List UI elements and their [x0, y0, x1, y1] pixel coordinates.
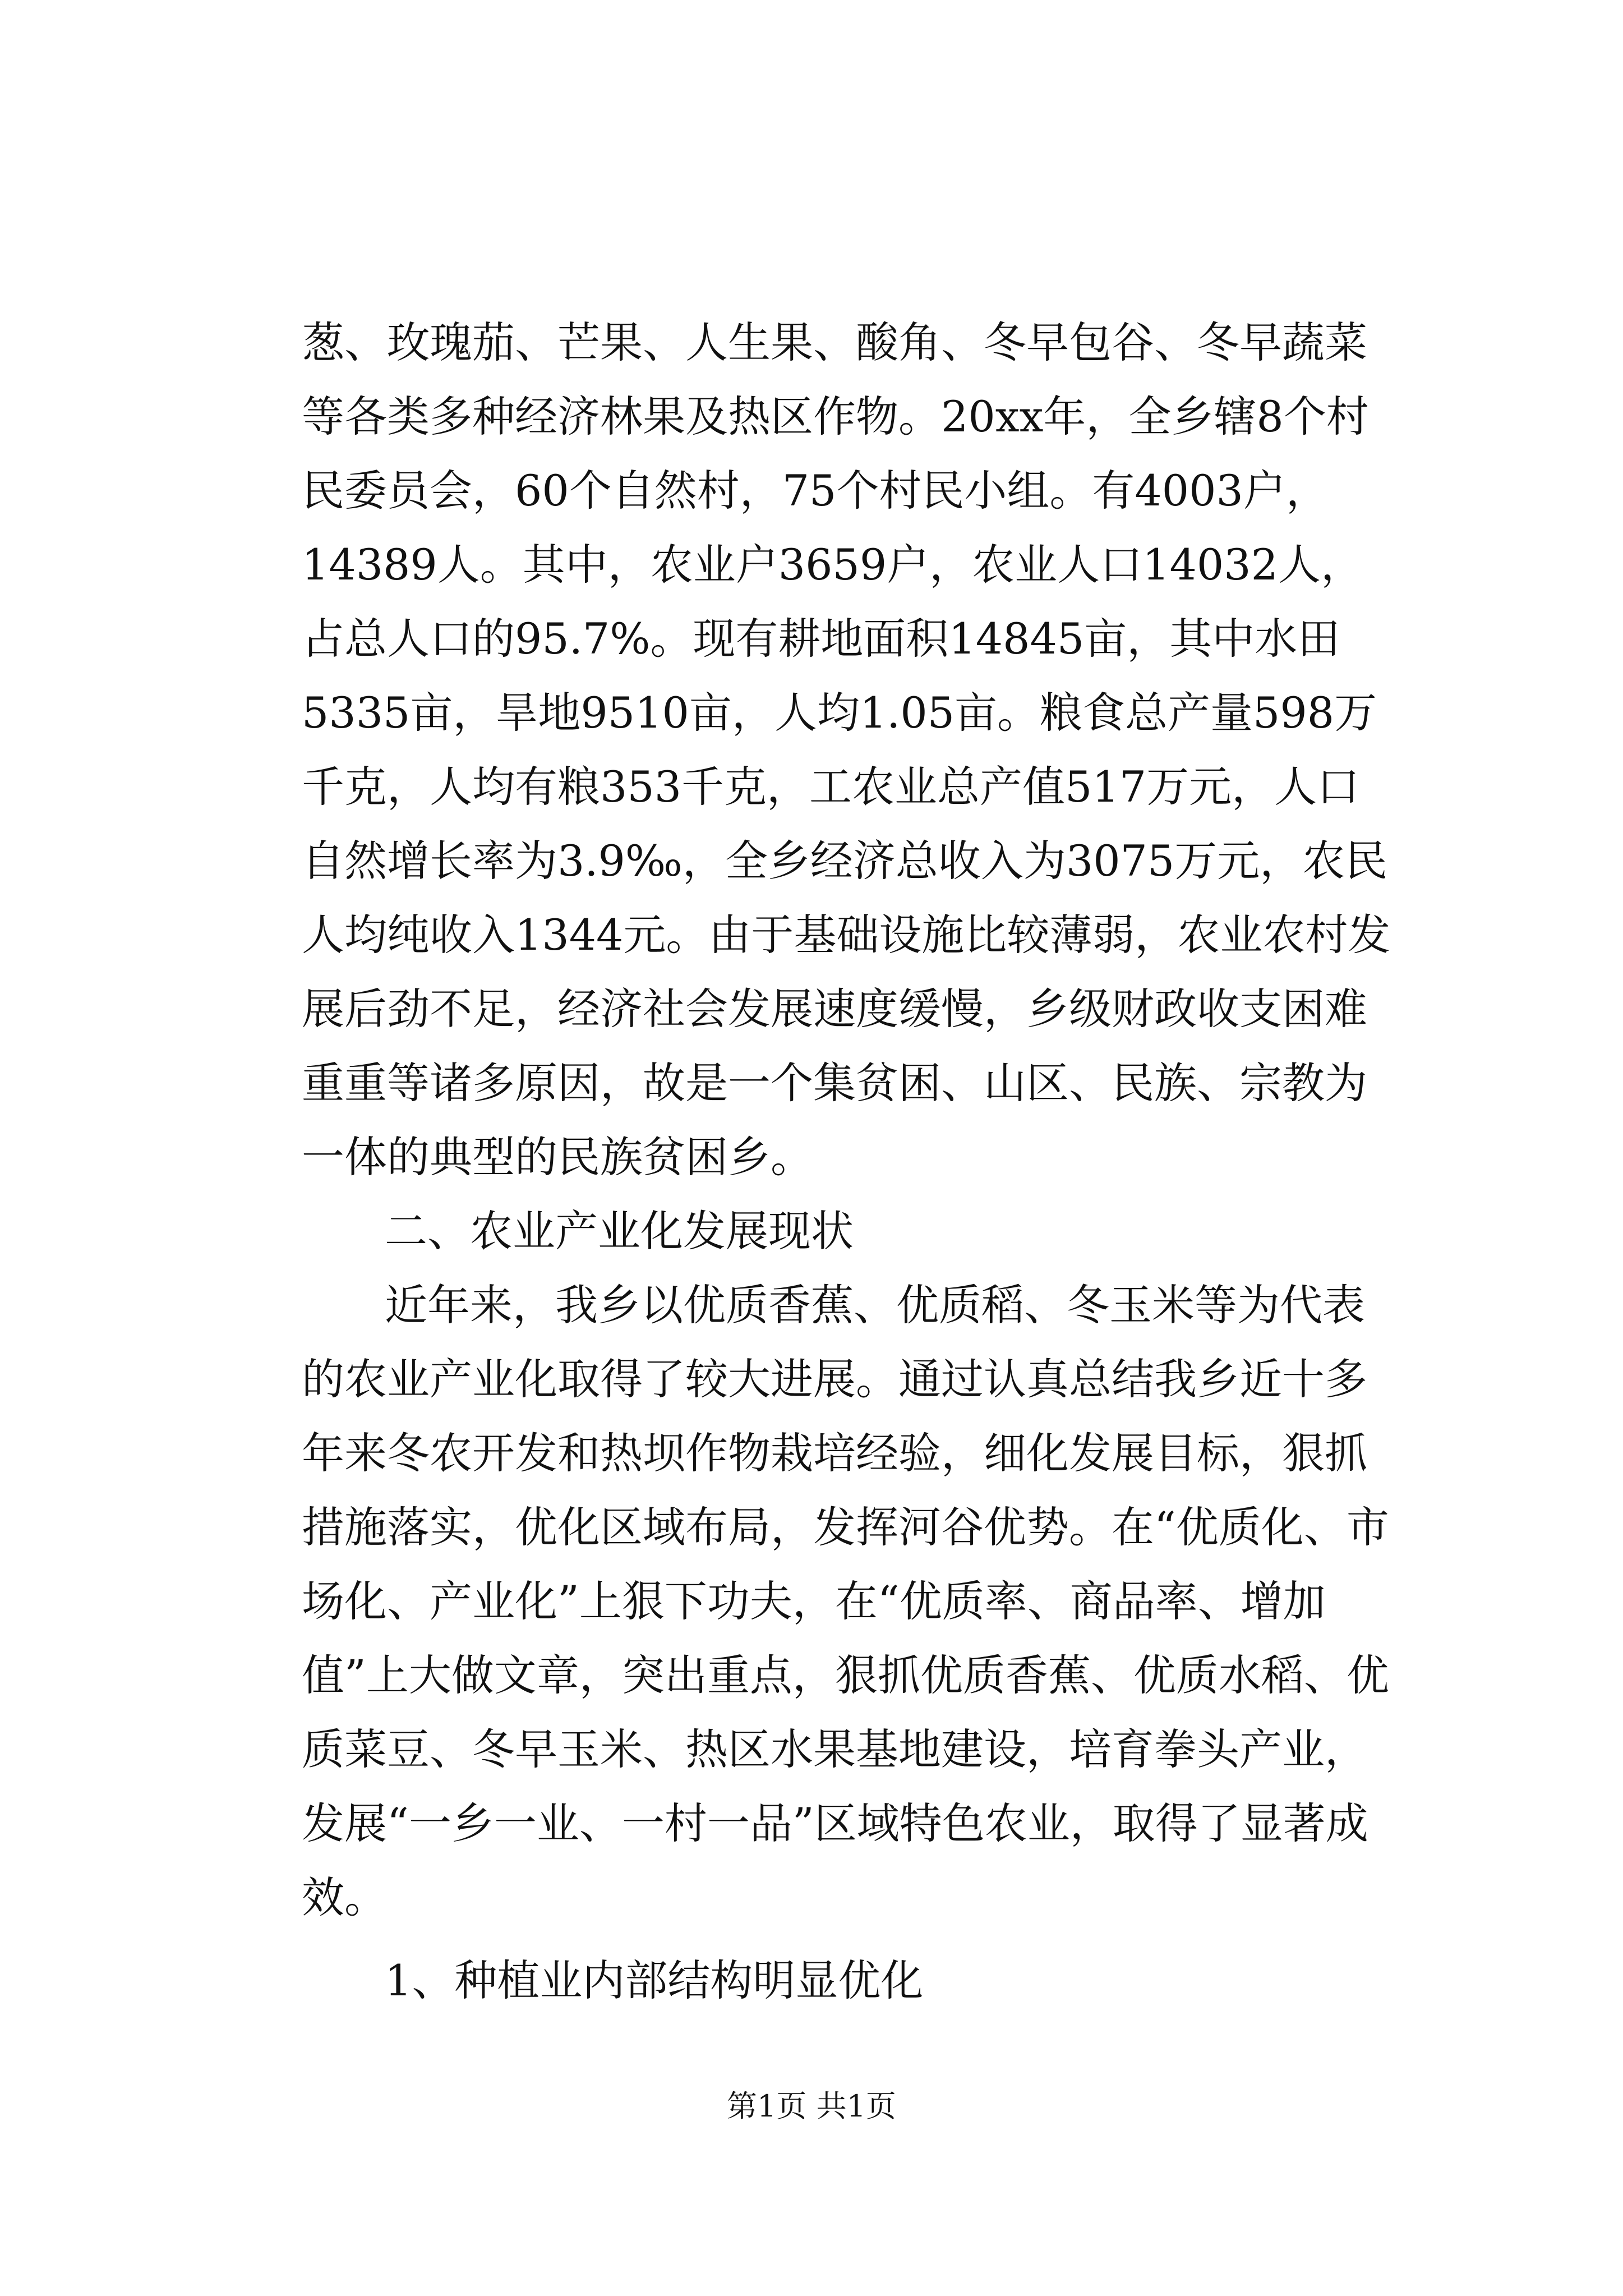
subsection-heading-planting-structure: 1、种植业内部结构明显优化 [385, 1955, 924, 2005]
paragraph-population-overview: 葱、玫瑰茄、芒果、人生果、酸角、冬早包谷、冬早蔬菜等各类多种经济林果及热区作物。20xx年，全乡辖8个村民委员会，60个自然村，75个村民小组。有4003户，14389人。其中，农业户3659户，农业人口14032人，占总人口的95.7%。现有耕地面积14845亩，其中水田5335亩，旱地9510亩，人均1.05亩。粮食总产量598万千克，人均有粮353千克，工农业总产值517万元，人口自然增长率为3.9‰，全乡经济总收入为3075万元，农民人均纯收入1344元。由于基础设施比较薄弱，农业农村发展后劲不足，经济社会发展速度缓慢，乡级财政收支困难重重等诸多原因，故是一个集贫困、山区、民族、宗教为一体的典型的民族贫困乡。 [302, 318, 1391, 1182]
paragraph-industrialization-progress: 近年来，我乡以优质香蕉、优质稻、冬玉米等为代表的农业产业化取得了较大进展。通过认真总结我乡近十多年来冬农开发和热坝作物栽培经验，细化发展目标，狠抓措施落实，优化区域布局，发挥河谷优势。在“优质化、市场化、产业化”上狠下功夫，在“优质率、商品率、增加值”上大做文章，突出重点，狠抓优质香蕉、优质水稻、优质菜豆、冬早玉米、热区水果基地建设，培育拳头产业，发展“一乡一业、一村一品”区域特色农业，取得了显著成效。 [302, 1280, 1389, 1922]
document-body [302, 306, 1401, 2018]
section-heading-agri-industrialization: 二、农业产业化发展现状 [385, 1206, 854, 1256]
page-footer: 第1页 共1页 [727, 2088, 896, 2124]
